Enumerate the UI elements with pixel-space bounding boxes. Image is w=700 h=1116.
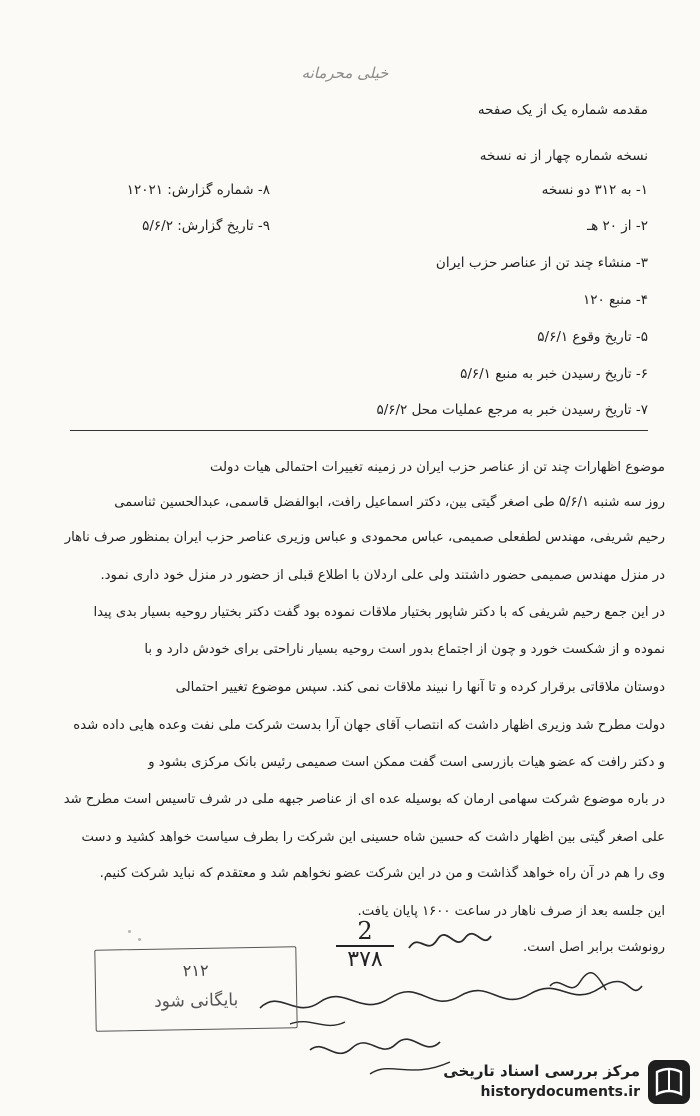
body-line: این جلسه بعد از صرف ناهار در ساعت ۱۶۰۰ پایان یافت. [357,904,665,919]
classification-stamp: خیلی محرمانه [301,64,389,82]
divider [70,430,648,431]
speck [138,938,141,941]
header-item: ۱- به ۳۱۲ دو نسخه [541,182,648,198]
speck [128,930,131,933]
body-line: علی اصغر گیتی بین اظهار داشت که حسین شاه حسینی این شرکت را بطرف سیاست خواهد کشید و دست [81,830,665,845]
archive-label: بایگانی شود [153,990,239,1012]
archive-stamp-box [94,946,297,1032]
filing-number-bottom: ۳۷۸ [347,947,383,972]
handwritten-note [250,968,650,1038]
body-line: موضوع اظهارات چند تن از عناصر حزب ایران در زمینه تغییرات احتمالی هیات دولت [210,460,665,475]
filing-number-top: 2 [357,917,373,945]
body-line: در باره موضوع شرکت سهامی ارمان که بوسیله عده ای از عناصر جبهه ملی در شرف تاسیس است مطرح شد [63,792,665,807]
header-item: ۳- منشاء چند تن از عناصر حزب ایران [435,255,648,271]
body-line: رونوشت برابر اصل است. [522,940,665,955]
body-line: نموده و از شکست خورد و چون از اجتماع بدور است روحیه بسیار ناراحتی برای خودش دارد و با [144,642,665,657]
body-line: در منزل مهندس صمیمی حضور داشتند ولی علی اردلان با اطلاع قبلی از حضور در منزل خود داری نمود. [100,568,665,583]
report-number: ۸- شماره گزارش: ۱۲۰۲۱ [126,182,270,198]
header-item: ۲- از ۲۰ هـ [587,218,648,234]
body-line: و دکتر رافت که عضو هیات بازرسی است گفت ممکن است صمیمی رئیس بانک مرکزی بشود و [148,755,665,770]
body-line: دولت مطرح شد وزیری اظهار داشت که انتصاب آقای جهان آرا بدست شرکت ملی نفت وعده هایی داده شده [73,718,665,733]
header-item: ۶- تاریخ رسیدن خبر به منبع ۵/۶/۱ [460,366,648,382]
watermark-logo [420,1058,690,1108]
logo-url: historydocuments.ir [480,1084,640,1100]
handwritten-scribble [405,922,495,962]
logo-title: مرکز بررسی اسناد تاریخی [443,1062,640,1080]
body-line: دوستان ملاقاتی برقرار کرده و تا آنها را نبیند ملاقات نمی کند. سپس موضوع تغییر احتمالی [175,680,665,695]
filing-number [330,918,400,972]
archive-number: ۲۱۲ [182,960,209,981]
page-info: مقدمه شماره یک از یک صفحه [477,102,648,118]
body-line: روز سه شنبه ۵/۶/۱ طی اصغر گیتی بین، دکتر اسماعیل رافت، ابوالفضل قاسمی، عبدالحسین ثناسمی [114,495,665,510]
book-icon [648,1060,690,1104]
header-item: ۷- تاریخ رسیدن خبر به مرجع عملیات محل ۵/۶/۲ [376,402,648,418]
copy-info: نسخه شماره چهار از نه نسخه [479,148,648,164]
report-date: ۹- تاریخ گزارش: ۵/۶/۲ [142,218,270,234]
body-line: در این جمع رحیم شریفی که با دکتر شاپور بختیار ملاقات نموده بود گفت دکتر بختیار روحیه بسیار بدی پیدا [93,605,665,620]
body-line: وی را هم در آن راه خواهد گذاشت و من در این شرکت عضو نخواهم شد و معتقدم که نباید شرکت کنیم. [99,866,665,881]
header-item: ۴- منبع ۱۲۰ [582,292,648,308]
body-line: رحیم شریفی، مهندس لطفعلی صمیمی، عباس محمودی و عباس وزیری عناصر حزب ایران بمنظور صرف ناهار [64,530,665,545]
header-item: ۵- تاریخ وقوع ۵/۶/۱ [537,329,648,345]
